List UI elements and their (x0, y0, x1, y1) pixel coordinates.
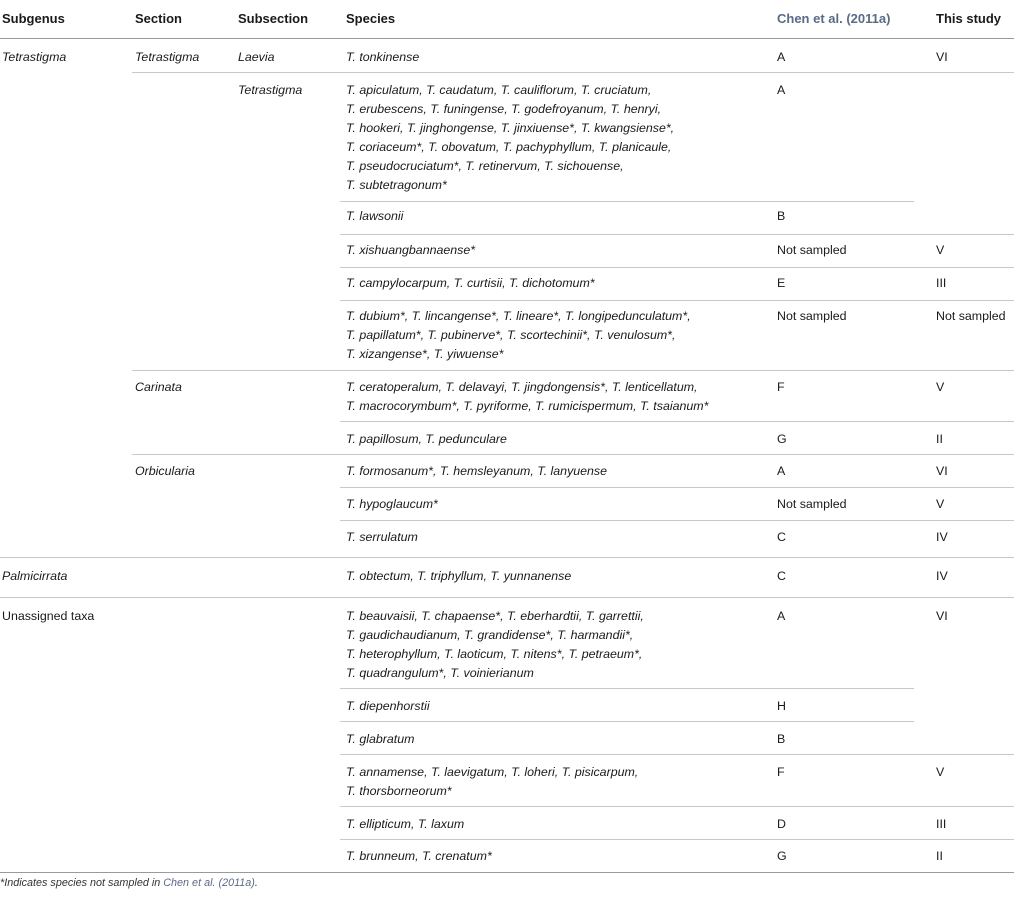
species-cell (346, 462, 607, 481)
species-line: T. beauvaisii, T. chapaense*, T. eberhardtii, T. garrettii, (346, 609, 644, 623)
chen-clade-cell: C (777, 530, 786, 544)
subgenus-unassigned: Unassigned taxa (2, 609, 95, 623)
divider (340, 839, 1014, 840)
chen-clade-cell: B (777, 209, 786, 223)
chen-clade-cell: Not sampled (777, 309, 847, 323)
this-study-clade-cell: Not sampled (936, 309, 1006, 323)
species-cell (346, 207, 403, 226)
species-cell (346, 567, 571, 586)
species-line: T. ceratoperalum, T. delavayi, T. jingdongensis*, T. lenticellatum, (346, 380, 698, 394)
chen-clade-cell: E (777, 276, 786, 290)
species-cell (346, 697, 430, 716)
chen-clade-cell: A (777, 609, 786, 623)
species-line: T. campylocarpum, T. curtisii, T. dichotomum* (346, 276, 595, 290)
species-cell (346, 81, 674, 195)
species-cell (346, 430, 507, 449)
footnote-prefix: *Indicates species not sampled in (0, 877, 164, 889)
species-line: T. xishuangbannaense* (346, 243, 476, 257)
species-cell (346, 528, 418, 547)
this-study-clade-cell: V (936, 765, 945, 779)
chen-clade-cell: G (777, 849, 787, 863)
divider (0, 597, 1014, 598)
this-study-clade-cell: V (936, 243, 945, 257)
species-line: T. xizangense*, T. yiwuense* (346, 347, 504, 361)
divider (340, 234, 1014, 235)
footnote-citation[interactable]: Chen et al. (2011a) (163, 877, 255, 889)
species-cell (346, 48, 419, 67)
species-cell (346, 274, 595, 293)
header-chen[interactable]: Chen et al. (2011a) (777, 11, 891, 26)
species-line: T. erubescens, T. funingense, T. godefroyanum, T. henryi, (346, 102, 662, 116)
species-line: T. diepenhorstii (346, 699, 430, 713)
table-header (0, 0, 1014, 39)
species-line: T. subtetragonum* (346, 178, 447, 192)
this-study-clade-cell: VI (936, 609, 948, 623)
species-cell (346, 307, 691, 364)
section-carinata: Carinata (135, 380, 182, 394)
species-line: T. pseudocruciatum*, T. retinervum, T. sichouense, (346, 159, 624, 173)
species-line: T. lawsonii (346, 209, 404, 223)
section-orbicularia: Orbicularia (135, 464, 195, 478)
chen-clade-cell: G (777, 432, 787, 446)
chen-clade-cell: B (777, 732, 786, 746)
species-line: T. formosanum*, T. hemsleyanum, T. lanyuense (346, 464, 608, 478)
this-study-clade-cell: IV (936, 530, 948, 544)
this-study-clade-cell: V (936, 380, 945, 394)
divider (340, 721, 914, 722)
species-line: T. dubium*, T. lincangense*, T. lineare*, T. longipedunculatum*, (346, 309, 691, 323)
this-study-clade-cell: III (936, 276, 947, 290)
divider (340, 421, 1014, 422)
species-cell (346, 495, 438, 514)
chen-clade-cell: Not sampled (777, 497, 847, 511)
this-study-clade-cell: VI (936, 50, 948, 64)
header-this-study: This study (936, 11, 1002, 26)
species-cell (346, 241, 475, 260)
this-study-clade-cell: IV (936, 569, 948, 583)
divider (340, 806, 1014, 807)
divider (132, 370, 1014, 371)
species-line: T. hookeri, T. jinghongense, T. jinxiuense*, T. kwangsiense*, (346, 121, 675, 135)
species-line: T. annamense, T. laevigatum, T. loheri, T. pisicarpum, (346, 765, 639, 779)
species-line: T. serrulatum (346, 530, 418, 544)
species-line: T. papillosum, T. pedunculare (346, 432, 507, 446)
footnote (0, 877, 258, 889)
this-study-clade-cell: III (936, 817, 947, 831)
species-cell (346, 378, 708, 416)
chen-clade-cell: A (777, 83, 786, 97)
chen-clade-cell: F (777, 380, 785, 394)
header-subsection: Subsection (238, 11, 309, 26)
species-line: T. ellipticum, T. laxum (346, 817, 465, 831)
subgenus-tetrastigma: Tetrastigma (2, 50, 67, 64)
divider (340, 520, 1014, 521)
species-line: T. papillatum*, T. pubinerve*, T. scortechinii*, T. venulosum*, (346, 328, 676, 342)
chen-clade-cell: A (777, 50, 786, 64)
chen-clade-cell: D (777, 817, 786, 831)
this-study-clade-cell: II (936, 849, 943, 863)
species-line: T. gaudichaudianum, T. grandidense*, T. harmandii*, (346, 628, 634, 642)
this-study-clade-cell: V (936, 497, 945, 511)
divider (340, 754, 1014, 755)
section-tetrastigma: Tetrastigma (135, 50, 200, 64)
species-line: T. obtectum, T. triphyllum, T. yunnanense (346, 569, 572, 583)
divider (132, 454, 1014, 455)
header-subgenus: Subgenus (2, 11, 65, 26)
species-line: T. hypoglaucum* (346, 497, 438, 511)
species-line: T. thorsborneorum* (346, 784, 452, 798)
divider (340, 267, 1014, 268)
species-cell (346, 815, 464, 834)
species-cell (346, 763, 638, 801)
species-line: T. heterophyllum, T. laoticum, T. nitens*, T. petraeum*, (346, 647, 643, 661)
divider (340, 201, 914, 202)
species-line: T. coriaceum*, T. obovatum, T. pachyphyllum, T. planicaule, (346, 140, 672, 154)
chen-clade-cell: C (777, 569, 786, 583)
divider (340, 300, 1014, 301)
subsection-laevia: Laevia (238, 50, 275, 64)
subsection-tetrastigma: Tetrastigma (238, 83, 303, 97)
species-cell (346, 730, 414, 749)
this-study-clade-cell: II (936, 432, 943, 446)
header-species: Species (346, 11, 396, 26)
subgenus-palmicirrata: Palmicirrata (2, 569, 68, 583)
table-bottom-rule (0, 872, 1014, 873)
species-line: T. quadrangulum*, T. voinierianum (346, 666, 534, 680)
species-line: T. glabratum (346, 732, 415, 746)
chen-clade-cell: Not sampled (777, 243, 847, 257)
divider (132, 72, 1014, 73)
footnote-suffix: . (254, 877, 258, 889)
header-section: Section (135, 11, 182, 26)
this-study-clade-cell: VI (936, 464, 948, 478)
species-line: T. tonkinense (346, 50, 420, 64)
species-line: T. brunneum, T. crenatum* (346, 849, 492, 863)
species-cell (346, 847, 492, 866)
species-line: T. apiculatum, T. caudatum, T. cauliflorum, T. cruciatum, (346, 83, 652, 97)
species-cell (346, 607, 644, 683)
divider (0, 557, 1014, 558)
chen-clade-cell: F (777, 765, 785, 779)
divider (340, 487, 1014, 488)
chen-clade-cell: H (777, 699, 786, 713)
chen-clade-cell: A (777, 464, 786, 478)
species-line: T. macrocorymbum*, T. pyriforme, T. rumicispermum, T. tsaianum* (346, 399, 709, 413)
divider (340, 688, 914, 689)
